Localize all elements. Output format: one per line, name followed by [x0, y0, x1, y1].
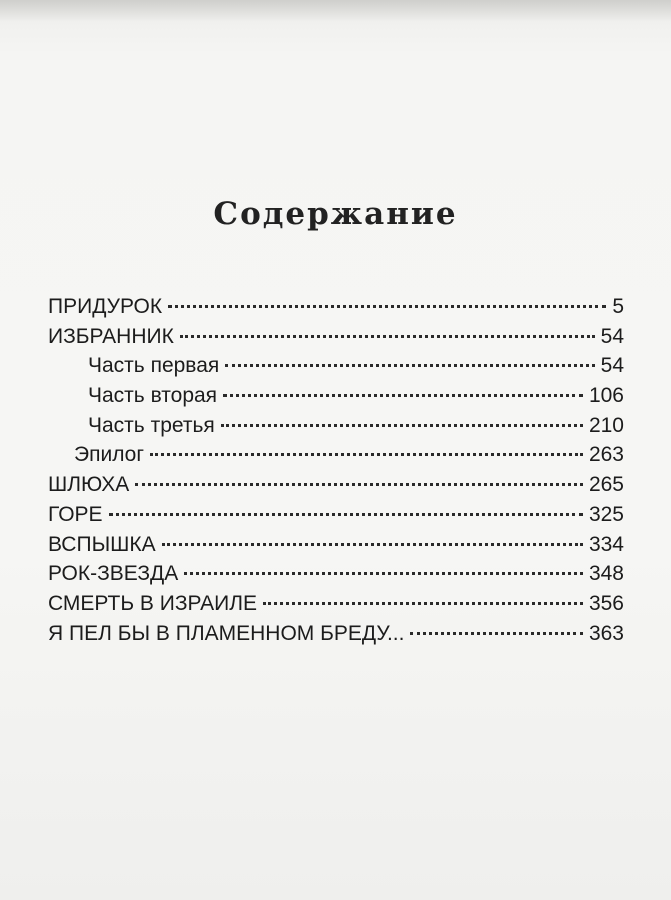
- toc-entry-title: ГОРЕ: [48, 502, 103, 526]
- toc-entry-title: Часть третья: [88, 413, 215, 437]
- toc-entry-page: 265: [588, 473, 624, 497]
- toc-entry: [48, 292, 624, 322]
- toc-entry: [48, 470, 624, 500]
- toc-entry-page: 5: [612, 295, 624, 318]
- dot-leader: [184, 572, 583, 575]
- toc-entry-title: ИЗБРАННИК: [48, 324, 174, 348]
- toc-entry-title: РОК-ЗВЕЗДА: [48, 562, 179, 586]
- dot-leader: [109, 513, 583, 516]
- toc-subentry: [48, 411, 624, 441]
- dot-leader: [223, 394, 583, 397]
- toc-entry-page: 54: [600, 354, 624, 378]
- toc-entry-title: СМЕРТЬ В ИЗРАИЛЕ: [48, 591, 258, 615]
- toc-entry-title: Эпилог: [74, 443, 145, 467]
- toc-entry-page: 263: [588, 443, 624, 467]
- toc-entry-page: 363: [588, 621, 624, 645]
- toc-subentry: [48, 351, 624, 381]
- toc-entry-page: 348: [588, 562, 624, 586]
- toc-entry-title: Часть первая: [88, 354, 220, 378]
- toc-entry-title: ПРИДУРОК: [48, 295, 163, 318]
- dot-leader: [168, 305, 606, 308]
- toc-entry: [48, 619, 624, 649]
- toc-entry: [48, 530, 624, 560]
- table-of-contents: [48, 292, 624, 648]
- toc-entry-page: 106: [588, 384, 624, 408]
- toc-entry-title: Часть вторая: [88, 384, 218, 408]
- page-title: Содержание: [213, 196, 458, 232]
- dot-leader: [221, 424, 583, 427]
- toc-entry-page: 334: [588, 532, 624, 556]
- toc-entry-page: 325: [588, 502, 624, 526]
- dot-leader: [135, 483, 583, 486]
- toc-entry: [48, 559, 624, 589]
- toc-entry-title: ШЛЮХА: [48, 473, 130, 497]
- dot-leader: [150, 453, 583, 456]
- toc-entry-title: ВСПЫШКА: [48, 532, 156, 556]
- toc-entry: [48, 500, 624, 530]
- toc-entry-page: 210: [588, 413, 624, 437]
- toc-subentry: [48, 381, 624, 411]
- dot-leader: [263, 602, 583, 605]
- dot-leader: [162, 543, 583, 546]
- dot-leader: [180, 335, 595, 338]
- toc-subentry: [48, 440, 624, 470]
- toc-entry: [48, 589, 624, 619]
- toc-entry-page: 356: [588, 591, 624, 615]
- toc-entry-page: 54: [600, 324, 624, 348]
- dot-leader: [225, 364, 594, 367]
- toc-entry: [48, 322, 624, 352]
- toc-entry-title: Я ПЕЛ БЫ В ПЛАМЕННОМ БРЕДУ...: [48, 621, 405, 645]
- dot-leader: [410, 632, 583, 635]
- page-top-shadow: [0, 0, 671, 22]
